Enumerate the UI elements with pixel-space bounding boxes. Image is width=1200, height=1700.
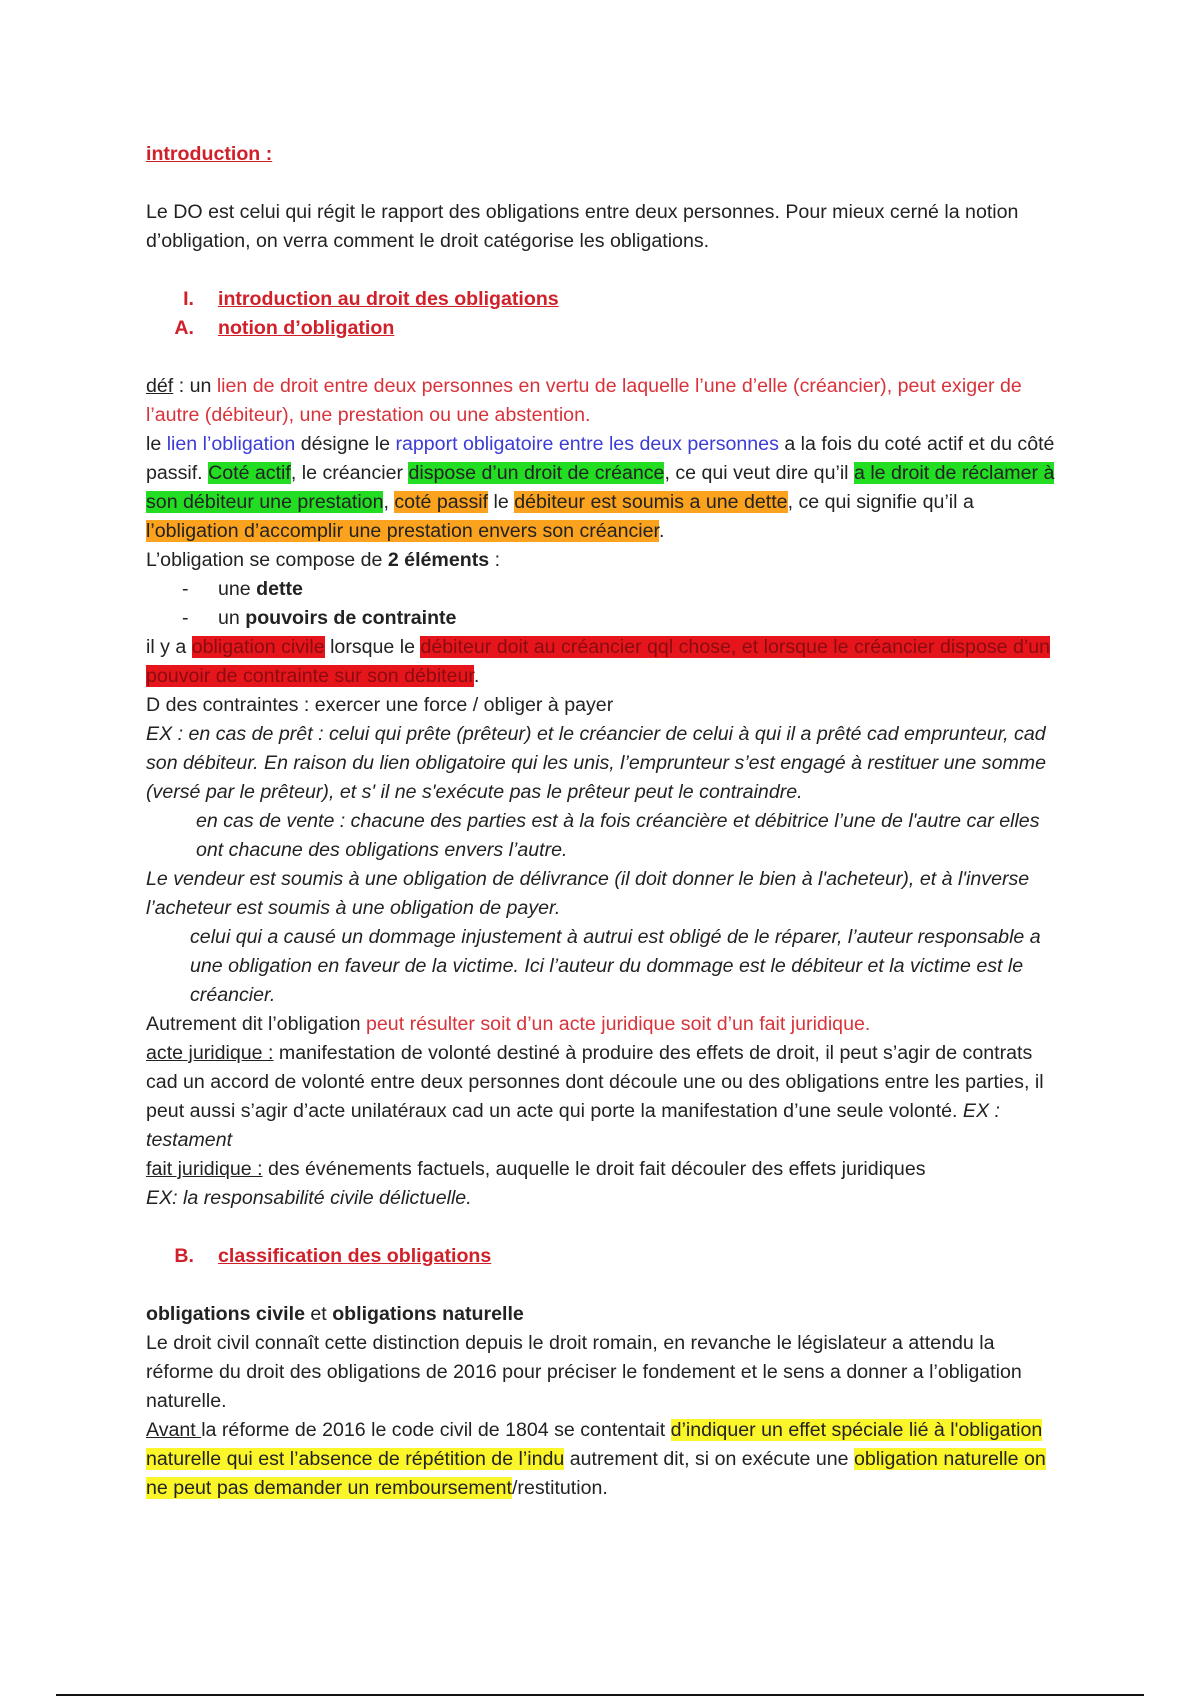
example-damage: celui qui a causé un dommage injustement à autrui est obligé de le réparer, l’auteur responsable a une obligation en faveur de la victime. Ici l’auteur du dommage est le débiteur et la victime est le créancier. [190,926,1041,1006]
civile-paragraph [146,633,1056,691]
fait-label: fait juridique : [146,1158,263,1180]
intro-title: introduction : [146,143,273,165]
text-span: le [488,491,515,513]
text-span: manifestation de volonté destiné à produire des effets de droit, il peut s’agir de contrats cad un accord de volonté entre deux personnes dont découle une ou des obligations entre les parties, il peut aussi s’agir d’acte unilatéraux cad un acte qui porte la manifestation d’une seule volonté. [146,1042,1044,1122]
example-sale-detail: Le vendeur est soumis à une obligation de délivrance (il doit donner le bien à l'acheteur), et à l'inverse l’acheteur est soumis à une obligation de payer. [146,868,1030,919]
heading-section-a [146,314,1056,343]
red-highlight: obligation civile [191,636,325,658]
page-bottom-rule [56,1694,1144,1696]
text-span: autrement dit, si on exécute une [564,1448,855,1470]
obligation-paragraph [146,430,1056,546]
orange-highlight: coté passif [394,491,489,513]
document-body [146,140,1056,1503]
heading-section-b [146,1242,1056,1271]
text-span: Autrement dit l’obligation [146,1013,367,1035]
heading-section-1 [146,285,1056,314]
fait-paragraph [146,1155,1056,1184]
bold-text: 2 éléments [387,549,490,571]
blue-text: rapport obligatoire entre les deux personnes [395,433,779,455]
contraintes-line: D des contraintes : exercer une force / obliger à payer [146,694,614,716]
text-span: des événements factuels, auquelle le droit fait découler des effets juridiques [262,1158,926,1180]
bullet-dash: - [182,578,189,600]
example-loan: EX : en cas de prêt : celui qui prête (prêteur) et le créancier de celui à qui il a prêté cad emprunteur, cad son débiteur. En raison du lien obligatoire qui les unis, l’emprunteur s’est engagé à restituer une somme (versé par le prêteur), et s' il ne s'exécute pas le prêteur peut le contraindre. [146,723,1047,803]
yellow-highlight: obligation naturelle on ne peut pas demander un remboursement [146,1448,1046,1499]
fait-example: EX: la responsabilité civile délictuelle. [146,1187,472,1209]
intro-paragraph: Le DO est celui qui régit le rapport des obligations entre deux personnes. Pour mieux cerné la notion d’obligation, on verra comment le droit catégorise les obligations. [146,201,1019,252]
acte-paragraph [146,1039,1056,1155]
text-span: et [304,1303,333,1325]
heading-number: I. [183,288,194,310]
civile-naturelle-title [146,1300,1056,1329]
red-text: peut résulter soit d’un acte juridique soit d’un fait juridique. [366,1013,871,1035]
list-item [146,604,1056,633]
text-span: le [146,433,167,455]
heading-text: introduction au droit des obligations [218,288,559,310]
text-span: a la fois du coté actif et du côté passif. [146,433,1055,484]
text-span: : un [173,375,217,397]
avant-label: Avant [146,1419,202,1441]
green-highlight: a le droit de réclamer à son débiteur une prestation [146,462,1055,513]
avant-paragraph [146,1416,1056,1503]
blue-text: lien l’obligation [166,433,296,455]
text-span: il y a [146,636,192,658]
text-span: un [218,607,246,629]
text-span: la réforme de 2016 le code civil de 1804 se contentait [201,1419,671,1441]
definition-paragraph [146,372,1056,430]
text-span: : [489,549,501,571]
text-span: , ce qui veut dire qu’il [664,462,854,484]
list-item-text [218,604,456,633]
orange-highlight: l’obligation d’accomplir une prestation envers son créancier [146,520,659,542]
list-item [146,575,1056,604]
example-sale [146,807,1056,865]
droit-civil-paragraph: Le droit civil connaît cette distinction depuis le droit romain, en revanche le législateur a attendu la réforme du droit des obligations de 2016 pour préciser le fondement et le sens a donner a l’obligation naturelle. [146,1332,1022,1412]
text-span: une [218,578,257,600]
heading-number: A. [174,317,194,339]
green-highlight: Coté actif [208,462,291,484]
definition-text: lien de droit entre deux personnes en vertu de laquelle l’une d’elle (créancier), peut exiger de l’autre (débiteur), une prestation ou une abstention. [146,375,1022,426]
orange-highlight: débiteur est soumis a une dette [514,491,788,513]
heading-text: classification des obligations [218,1245,492,1267]
red-highlight: débiteur doit au créancier qql chose, et lorsque le créancier dispose d’un pouvoir de contrainte sur son débiteur [146,636,1051,687]
bullet-dash: - [182,607,189,629]
text-span: lorsque le [324,636,421,658]
text-span: L’obligation se compose de [146,549,388,571]
text-span: . [659,520,665,542]
bold-text: obligations civile [146,1303,305,1325]
elements-intro [146,546,1056,575]
text-span: /restitution. [511,1477,608,1499]
text-span: désigne le [295,433,396,455]
text-span: , [383,491,395,513]
bold-text: dette [256,578,303,600]
definition-label: déf [146,375,174,397]
bold-text: pouvoirs de contrainte [245,607,457,629]
bold-text: obligations naturelle [332,1303,524,1325]
text-span: en cas de vente : chacune des parties est à la fois créancière et débitrice l’une de l'autre car elles ont chacune des obligations envers l’autre. [196,810,1040,861]
text-span: , le créancier [290,462,409,484]
italic-text: EX : testament [146,1100,1000,1151]
yellow-highlight: d’indiquer un effet spéciale lié à l'obligation naturelle qui est l’absence de répétition de l’indu [146,1419,1043,1470]
heading-number: B. [174,1245,194,1267]
text-span: , ce qui signifie qu’il a [787,491,974,513]
autrement-line [146,1010,1056,1039]
green-highlight: dispose d’un droit de créance [408,462,665,484]
text-span: . [473,665,480,687]
acte-label: acte juridique : [146,1042,274,1064]
list-item-text [218,575,303,604]
heading-text: notion d’obligation [218,317,395,339]
